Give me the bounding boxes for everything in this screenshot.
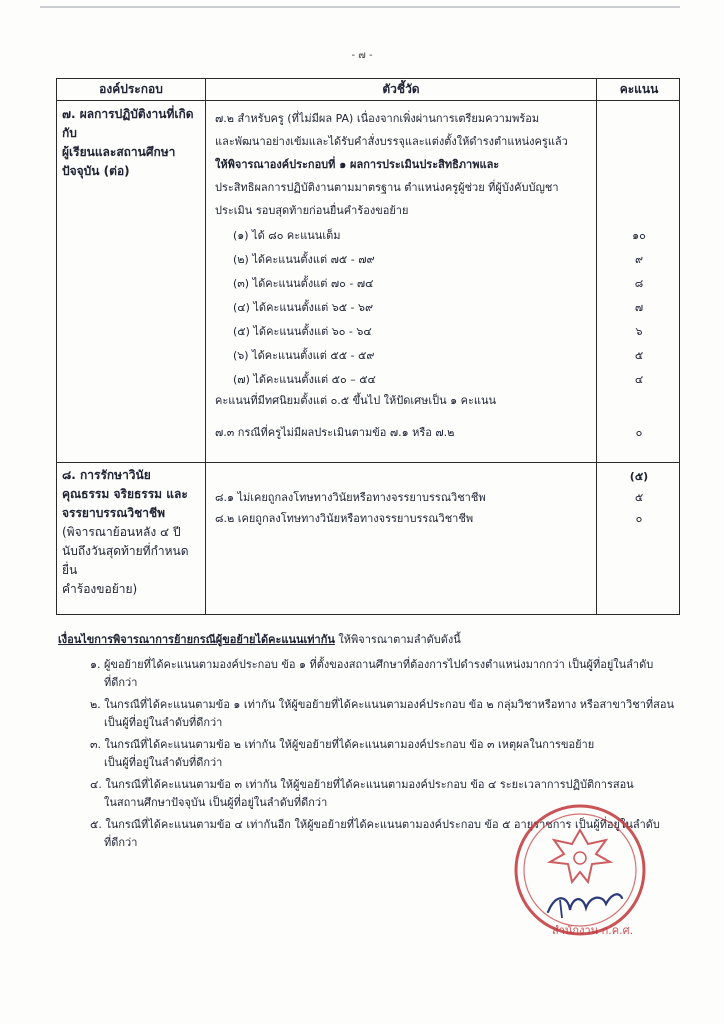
table-divider	[57, 462, 679, 463]
component-8-total: (๕)	[629, 470, 649, 483]
component-8-line: จรรยาบรรณวิชาชีพ	[62, 506, 166, 520]
item-7-2-line: และพัฒนาอย่างเข้มและได้รับคำสั่งบรรจุและแต่งตั้งให้ดำรงตำแหน่งครูแล้ว	[215, 135, 568, 148]
criteria-score: ๔	[634, 373, 644, 386]
header-score: คะแนน	[619, 82, 659, 96]
component-7-line: ๗. ผลการปฏิบัติงานที่เกิดกับ	[62, 107, 194, 140]
tie-break-item	[90, 696, 720, 732]
criteria-score: ๖	[635, 325, 643, 338]
criteria-score: ๗	[634, 301, 644, 314]
tie-break-line: เป็นผู้ที่อยู่ในลำดับที่ดีกว่า	[104, 756, 223, 769]
tie-break-line: ๔. ในกรณีที่ได้คะแนนตามข้อ ๓ เท่ากัน ให้ผู้ขอย้ายที่ได้คะแนนตามองค์ประกอบ ข้อ ๔ ระยะเวลาการปฏิบัติการสอน	[90, 778, 634, 791]
tie-break-line: ๓. ในกรณีที่ได้คะแนนตามข้อ ๒ เท่ากัน ให้ผู้ขอย้ายที่ได้คะแนนตามองค์ประกอบ ข้อ ๓ เหตุผลในการขอย้าย	[90, 738, 595, 751]
criteria-score: ๘	[634, 277, 644, 290]
criteria-label: (๗) ได้คะแนนตั้งแต่ ๕๐ – ๕๔	[233, 373, 376, 386]
page-number: - ๗ -	[351, 50, 373, 61]
component-8-note: คำร้องขอย้าย)	[62, 582, 138, 596]
criteria-label: (๔) ได้คะแนนตั้งแต่ ๖๕ - ๖๙	[233, 301, 374, 314]
item-8-2: ๘.๒ เคยถูกลงโทษทางวินัยหรือทางจรรยาบรรณวิชาชีพ	[215, 512, 474, 525]
item-7-2-line: ให้พิจารณาองค์ประกอบที่ ๑ ผลการประเมินประสิทธิภาพและ	[215, 158, 500, 171]
tie-break-item	[90, 656, 720, 692]
item-8-1-score: ๕	[634, 491, 644, 504]
criteria-score: ๕	[634, 349, 644, 362]
component-8-note: (พิจารณาย้อนหลัง ๔ ปี	[62, 525, 181, 539]
tie-break-line: ในสถานศึกษาปัจจุบัน เป็นผู้ที่อยู่ในลำดับที่ดีกว่า	[104, 796, 328, 809]
criteria-label: (๓) ได้คะแนนตั้งแต่ ๗๐ - ๗๔	[233, 277, 374, 290]
tie-break-title: เงื่อนไขการพิจารณาการย้ายกรณีผู้ขอย้ายได้คะแนนเท่ากัน	[58, 633, 335, 646]
header-component: องค์ประกอบ	[99, 82, 163, 96]
criteria-label: (๖) ได้คะแนนตั้งแต่ ๕๕ - ๕๙	[233, 349, 375, 362]
tie-break-line: ๒. ในกรณีที่ได้คะแนนตามข้อ ๑ เท่ากัน ให้ผู้ขอย้ายที่ได้คะแนนตามองค์ประกอบ ข้อ ๒ กลุ่มวิชาหรือทาง หรือสาขาวิชาที่สอน	[90, 698, 674, 711]
header-indicator: ตัวชี้วัด	[382, 82, 420, 96]
criteria-score: ๙	[634, 253, 644, 266]
criteria-label: (๑) ได้ ๘๐ คะแนนเต็ม	[233, 229, 341, 242]
tie-break-line: ที่ดีกว่า	[104, 836, 138, 849]
component-8-line: คุณธรรม จริยธรรม และ	[62, 487, 188, 501]
item-7-2-line: ประสิทธิผลการปฏิบัติงานตามมาตรฐาน ตำแหน่งครูผู้ช่วย ที่ผู้บังคับบัญชา	[215, 181, 559, 194]
scan-edge-mark	[40, 4, 680, 12]
criteria-score: ๑๐	[632, 229, 646, 242]
table-divider	[205, 79, 206, 614]
item-7-2-line: ประเมิน รอบสุดท้ายก่อนยื่นคำร้องขอย้าย	[215, 204, 409, 217]
table-divider	[57, 100, 679, 101]
tie-break-line: ๑. ผู้ขอย้ายที่ได้คะแนนตามองค์ประกอบ ข้อ ๑ ที่ตั้งของสถานศึกษาที่ต้องการไปดำรงตำแหน่งมากกว่า เป็นผู้ที่อยู่ในลำดับ	[90, 658, 654, 671]
component-8-line: ๘. การรักษาวินัย	[62, 468, 151, 482]
item-7-2-line: ๗.๒ สำหรับครู (ที่ไม่มีผล PA) เนื่องจากเพิ่งผ่านการเตรียมความพร้อม	[215, 112, 540, 125]
tie-break-item	[90, 736, 720, 772]
item-7-3-score: ๐	[635, 426, 643, 439]
criteria-label: (๒) ได้คะแนนตั้งแต่ ๗๕ - ๗๙	[233, 253, 375, 266]
item-8-2-score: ๐	[635, 512, 643, 525]
svg-text:สำนักงาน ก.ค.ศ.: สำนักงาน ก.ค.ศ.	[552, 924, 634, 937]
rounding-note: คะแนนที่มีทศนิยมตั้งแต่ ๐.๕ ขึ้นไป ให้ปัดเศษเป็น ๑ คะแนน	[215, 394, 497, 407]
tie-break-heading	[58, 630, 698, 649]
tie-break-line: ที่ดีกว่า	[104, 676, 138, 689]
tie-break-line: เป็นผู้ที่อยู่ในลำดับที่ดีกว่า	[104, 716, 223, 729]
item-7-3: ๗.๓ กรณีที่ครูไม่มีผลประเมินตามข้อ ๗.๑ หรือ ๗.๒	[215, 426, 455, 439]
tie-break-line: ๕. ในกรณีที่ได้คะแนนตามข้อ ๔ เท่ากันอีก ให้ผู้ขอย้ายที่ได้คะแนนตามองค์ประกอบ ข้อ ๕ อายุราชการ เป็นผู้ที่อยู่ในลำดับ	[90, 818, 660, 831]
component-7-line: ผู้เรียนและสถานศึกษา	[62, 145, 176, 159]
component-7-line: ปัจจุบัน (ต่อ)	[62, 164, 130, 178]
official-seal-icon	[510, 800, 650, 940]
criteria-label: (๕) ได้คะแนนตั้งแต่ ๖๐ - ๖๔	[233, 325, 372, 338]
component-7	[62, 105, 202, 181]
score-table	[56, 78, 680, 615]
item-8-1: ๘.๑ ไม่เคยถูกลงโทษทางวินัยหรือทางจรรยาบรรณวิชาชีพ	[215, 491, 486, 504]
tie-break-title-suffix: ให้พิจารณาตามลำดับดังนี้	[334, 633, 461, 646]
component-8	[62, 466, 202, 599]
component-8-note: นับถึงวันสุดท้ายที่กำหนดยื่น	[62, 544, 189, 577]
